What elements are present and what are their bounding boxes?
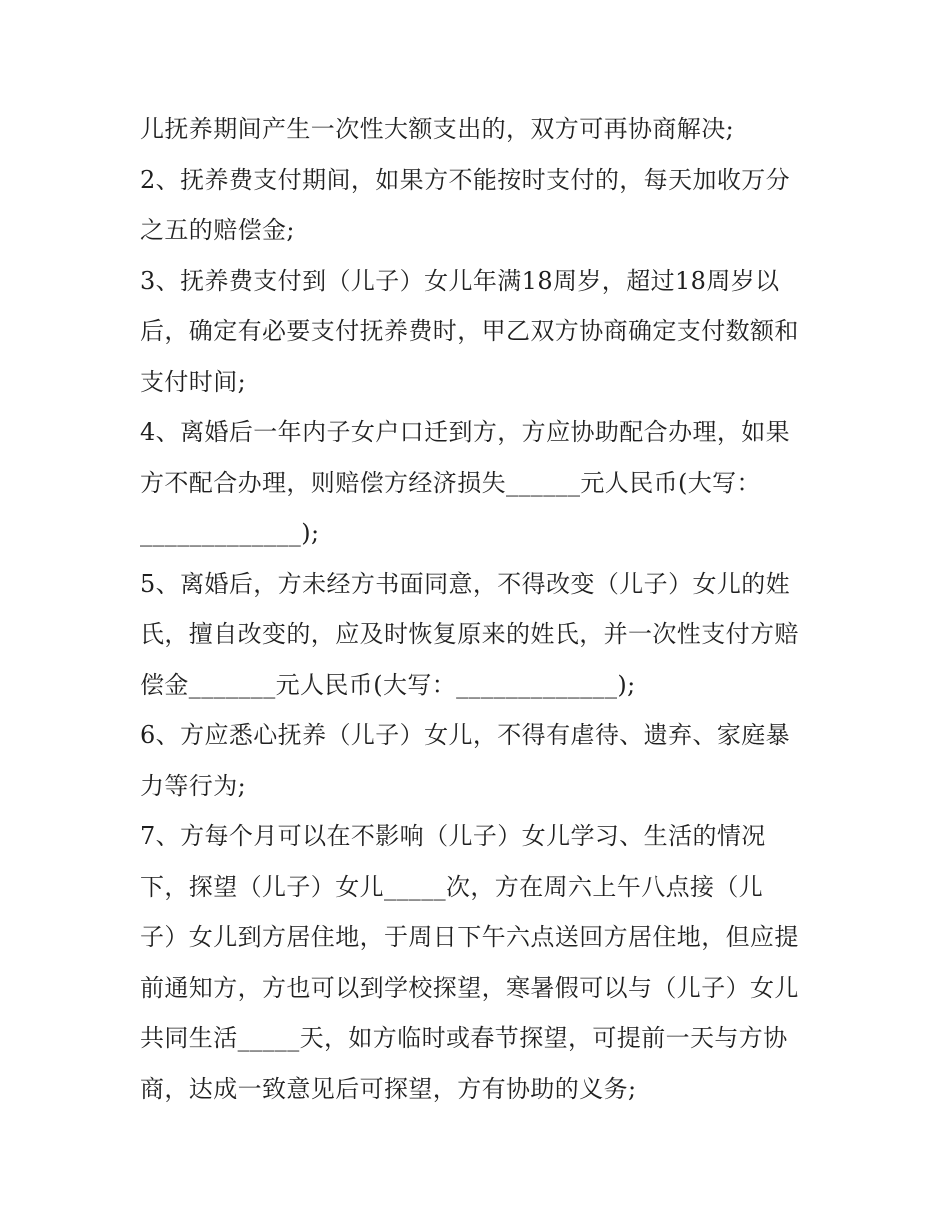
text-line-20: 商，达成一致意见后可探望，方有协助的义务; [140,1074,637,1103]
text-line-1: 儿抚养期间产生一次性大额支出的，双方可再协商解决; [140,115,735,143]
text-line-17: 子）女儿到方居住地，于周日下午六点送回方居住地，但应提 [140,923,799,951]
document-body [140,104,820,1114]
text-line-3: 之五的赔偿金; [140,216,295,244]
text-line-15: 7、方每个月可以在不影响（儿子）女儿学习、生活的情况 [140,822,766,850]
text-line-9: _____________); [140,519,320,547]
text-line-16: 下，探望（儿子）女儿_____次，方在周六上午八点接（儿 [140,872,764,901]
text-line-13: 6、方应悉心抚养（儿子）女儿，不得有虐待、遗弃、家庭暴 [140,721,791,749]
text-line-10: 5、离婚后，方未经方书面同意，不得改变（儿子）女儿的姓 [140,569,791,598]
text-line-4: 3、抚养费支付到（儿子）女儿年满18周岁，超过18周岁以 [140,266,780,295]
text-line-5: 后，确定有必要支付抚养费时，甲乙双方协商确定支付数额和 [140,317,799,345]
text-line-14: 力等行为; [140,771,247,800]
text-line-12: 偿金_______元人民币(大写：_____________); [140,670,636,699]
text-line-6: 支付时间; [140,367,247,396]
text-line-18: 前通知方，方也可以到学校探望，寒暑假可以与（儿子）女儿 [140,973,799,1002]
text-line-2: 2、抚养费支付期间，如果方不能按时支付的，每天加收万分 [140,165,791,194]
text-line-11: 氏，擅自改变的，应及时恢复原来的姓氏，并一次性支付方赔 [140,620,799,648]
text-line-7: 4、离婚后一年内子女户口迁到方，方应协助配合办理，如果 [140,418,791,446]
text-line-8: 方不配合办理，则赔偿方经济损失______元人民币(大写： [140,468,761,497]
text-line-19: 共同生活_____天，如方临时或春节探望，可提前一天与方协 [140,1024,788,1052]
